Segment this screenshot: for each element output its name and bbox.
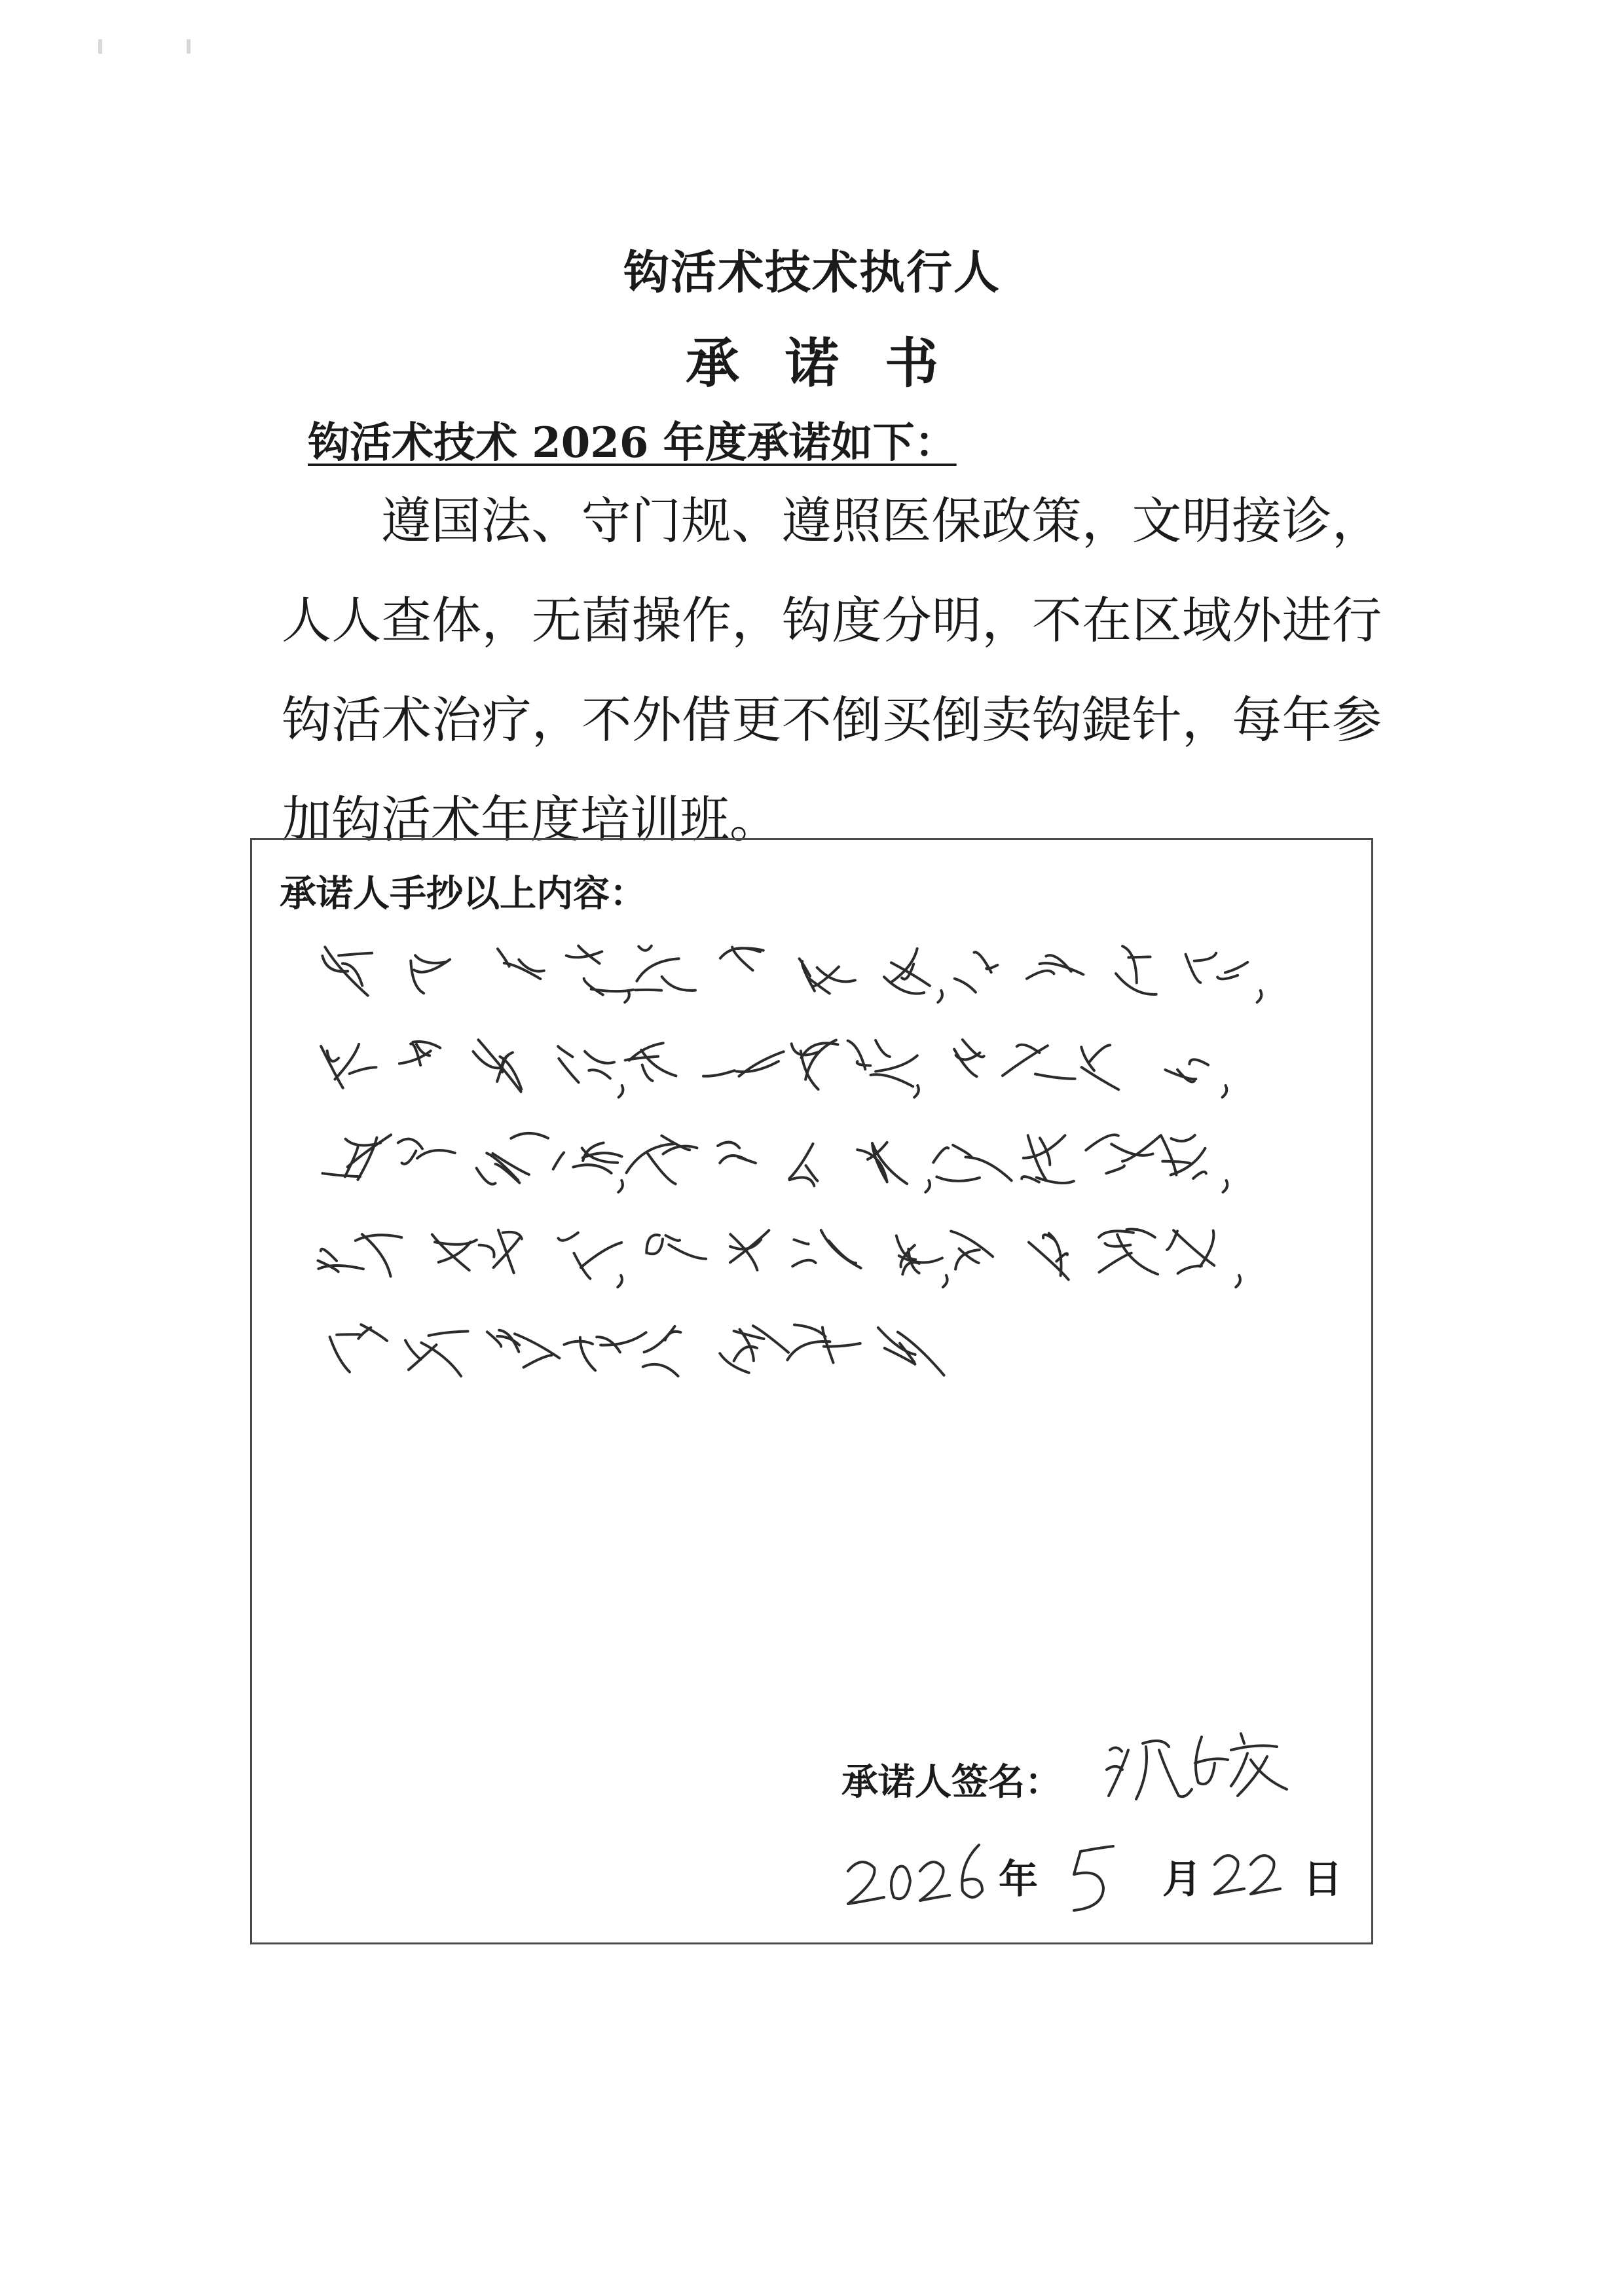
handwriting-stroke <box>829 1241 856 1263</box>
handwriting-stroke <box>1122 946 1137 983</box>
handwriting-stroke <box>1186 955 1201 983</box>
handwriting-stroke <box>479 1245 494 1257</box>
handwriting-stroke <box>644 1326 675 1352</box>
handwriting-stroke <box>1194 953 1216 961</box>
handwriting-stroke <box>790 1177 815 1186</box>
handwriting-stroke <box>1099 1253 1132 1273</box>
signature-label: 承诺人签名： <box>841 1761 1061 1804</box>
day-unit: 日 <box>1303 1857 1342 1903</box>
handwriting-stroke <box>953 1145 971 1157</box>
handwriting-stroke <box>553 1153 564 1169</box>
handwriting-stroke <box>417 1150 455 1158</box>
handwriting-stroke <box>478 1040 521 1091</box>
document-subtitle: 钩活术技术 2026 年度承诺如下： <box>308 418 957 467</box>
handwriting-stroke <box>666 1235 680 1241</box>
handwriting-stroke <box>339 953 372 956</box>
handwriting-stroke <box>718 1142 739 1148</box>
handwriting-stroke <box>898 1332 944 1376</box>
date-row <box>841 1832 1352 1923</box>
handwriting-stroke <box>473 1051 503 1068</box>
handwriting-stroke <box>1122 1137 1160 1161</box>
handwriting-stroke <box>321 1046 343 1088</box>
handwriting-stroke <box>1017 1045 1040 1053</box>
handwriting-stroke <box>1167 1231 1177 1250</box>
handwriting-stroke <box>323 1173 360 1176</box>
handwriting-stroke <box>1178 1266 1202 1273</box>
month-unit: 月 <box>1162 1857 1202 1903</box>
handwriting-stroke <box>1225 962 1247 973</box>
handwriting-comma <box>914 1085 919 1097</box>
handwriting-stroke <box>348 1135 391 1167</box>
handwriting-stroke <box>409 1345 436 1370</box>
handwriting-stroke <box>732 947 752 971</box>
handwriting-stroke <box>703 1070 735 1076</box>
handwriting-comma <box>1223 1085 1227 1097</box>
handwriting-stroke <box>955 1250 980 1269</box>
handwriting-stroke <box>477 1168 496 1184</box>
handwriting-stroke <box>1128 957 1150 958</box>
handwriting-stroke <box>635 990 661 991</box>
handwriting-stroke <box>637 958 678 981</box>
handwriting-stroke <box>337 1334 360 1335</box>
scan-artifact <box>187 39 191 54</box>
handwriting-stroke <box>662 977 695 991</box>
handwriting-stroke <box>822 1327 834 1362</box>
handwriting-stroke <box>362 1234 391 1276</box>
handwriting-stroke <box>1172 1135 1195 1141</box>
handwriting-comma <box>1257 991 1262 1002</box>
handwritten-copy-box <box>250 838 1373 1944</box>
handwriting-stroke <box>805 1040 836 1080</box>
handwriting-stroke <box>794 1239 808 1244</box>
handwriting-stroke <box>1040 963 1084 974</box>
handwriting-stroke <box>738 1157 756 1163</box>
handwriting-stroke <box>720 1353 748 1373</box>
handwriting-comma <box>1223 1180 1228 1192</box>
handwriting-stroke <box>559 1059 578 1083</box>
document-title: 钩活术技术执行人 <box>623 245 1001 299</box>
copy-box-label: 承诺人手抄以上内容： <box>280 873 646 915</box>
handwriting-stroke <box>1027 971 1054 979</box>
handwriting-stroke <box>625 1057 658 1061</box>
handwriting-stroke <box>1089 1045 1110 1062</box>
handwriting-stroke <box>435 1240 477 1245</box>
handwriting-stroke <box>411 961 424 994</box>
handwriting-stroke <box>648 1239 663 1254</box>
handwriting-stroke <box>335 1044 360 1080</box>
handwriting-stroke <box>1029 1243 1069 1280</box>
handwriting-stroke <box>330 1337 350 1372</box>
handwriting-stroke <box>1105 1243 1131 1247</box>
handwriting-stroke <box>402 1151 416 1164</box>
handwriting-stroke <box>641 1050 676 1076</box>
handwriting-stroke <box>951 1231 993 1257</box>
handwriting-stroke <box>787 1341 830 1360</box>
handwriting-stroke <box>524 1355 552 1368</box>
handwriting-stroke <box>876 1055 917 1071</box>
handwriting-comma <box>618 1275 622 1287</box>
handwriting-comma <box>1236 1275 1240 1287</box>
handwriting-stroke <box>638 946 652 951</box>
handwriting-stroke <box>432 1235 470 1271</box>
handwriting-comma <box>925 1180 930 1192</box>
handwriting-stroke <box>730 1230 769 1262</box>
handwriting-stroke <box>1082 1067 1119 1089</box>
handwriting-comma <box>619 1085 623 1097</box>
handwriting-stroke <box>559 1233 578 1241</box>
handwriting-stroke <box>487 1332 501 1346</box>
handwriting-stroke <box>933 1148 948 1163</box>
handwriting-stroke <box>321 1249 337 1261</box>
handwriting-stroke <box>753 1326 788 1353</box>
handwriting-stroke <box>573 1165 611 1173</box>
handwriting-stroke <box>1193 1172 1206 1178</box>
handwriting-stroke <box>421 1343 461 1376</box>
handwriting-stroke <box>871 1074 913 1086</box>
year-unit: 年 <box>999 1857 1038 1903</box>
handwriting-stroke <box>405 1340 421 1359</box>
handwriting-stroke <box>955 979 976 993</box>
handwriting-stroke <box>643 1364 678 1376</box>
scan-artifact <box>98 39 102 54</box>
handwriting-stroke <box>358 1328 371 1339</box>
handwriting-stroke <box>1161 1135 1177 1175</box>
handwriting-stroke <box>1217 975 1238 979</box>
handwriting-comma <box>618 1180 623 1192</box>
handwriting-stroke <box>876 1040 890 1057</box>
handwriting-stroke <box>558 1046 572 1057</box>
handwriting-stroke <box>868 1142 887 1159</box>
handwriting-stroke <box>642 1065 653 1081</box>
handwritten-copy-text <box>298 912 1346 1501</box>
handwriting-comma <box>938 991 942 1002</box>
handwriting-comma <box>943 1275 948 1287</box>
handwriting-stroke <box>589 1070 610 1078</box>
handwritten-signature <box>1097 1724 1293 1809</box>
handwriting-stroke <box>966 1157 1012 1180</box>
handwriting-stroke <box>327 1051 339 1061</box>
handwriting-stroke <box>1086 1135 1118 1150</box>
handwriting-stroke <box>415 955 447 963</box>
handwriting-stroke <box>794 1325 826 1337</box>
commitment-body: 遵国法、守门规、遵照医保政策，文明接诊，人人查体，无菌操作，钩度分明，不在区域外进行钩活术治疗，不外借更不倒买倒卖钩鍉针，每年参加钩活术年度培训班。 <box>282 492 1382 848</box>
document-heading: 承诺书 <box>685 332 984 395</box>
handwriting-stroke <box>1037 1178 1074 1184</box>
handwriting-stroke <box>1106 1165 1124 1173</box>
handwriting-comma <box>625 991 629 1002</box>
handwriting-stroke <box>429 1332 468 1336</box>
handwriting-stroke <box>564 1341 593 1345</box>
handwriting-stroke <box>936 1177 980 1181</box>
handwriting-stroke <box>963 1040 984 1057</box>
handwriting-stroke <box>1035 1074 1075 1079</box>
handwriting-stroke <box>857 1150 887 1182</box>
handwriting-stroke <box>1162 1161 1190 1163</box>
handwriting-stroke <box>585 1051 614 1063</box>
handwriting-stroke <box>350 1067 377 1074</box>
handwritten-day <box>1208 1832 1293 1917</box>
handwriting-stroke <box>646 1235 659 1253</box>
handwriting-stroke <box>511 1133 548 1139</box>
handwriting-stroke <box>584 979 603 995</box>
handwriting-stroke <box>318 1266 363 1269</box>
handwriting-stroke <box>498 1230 514 1273</box>
handwriting-stroke <box>1173 1230 1214 1266</box>
handwriting-stroke <box>1117 1235 1158 1275</box>
handwriting-stroke <box>1189 1059 1208 1065</box>
handwriting-stroke <box>581 1243 621 1267</box>
handwriting-stroke <box>399 1051 431 1063</box>
handwriting-stroke <box>824 1343 860 1347</box>
handwriting-stroke <box>648 1154 676 1184</box>
handwriting-stroke <box>1003 1046 1048 1076</box>
handwriting-stroke <box>792 1260 815 1266</box>
handwriting-stroke <box>669 1245 706 1259</box>
handwriting-stroke <box>398 1139 422 1149</box>
handwritten-year <box>841 1832 992 1917</box>
handwritten-month <box>1064 1832 1130 1917</box>
handwriting-stroke <box>789 1144 813 1178</box>
handwriting-stroke <box>734 1331 764 1339</box>
